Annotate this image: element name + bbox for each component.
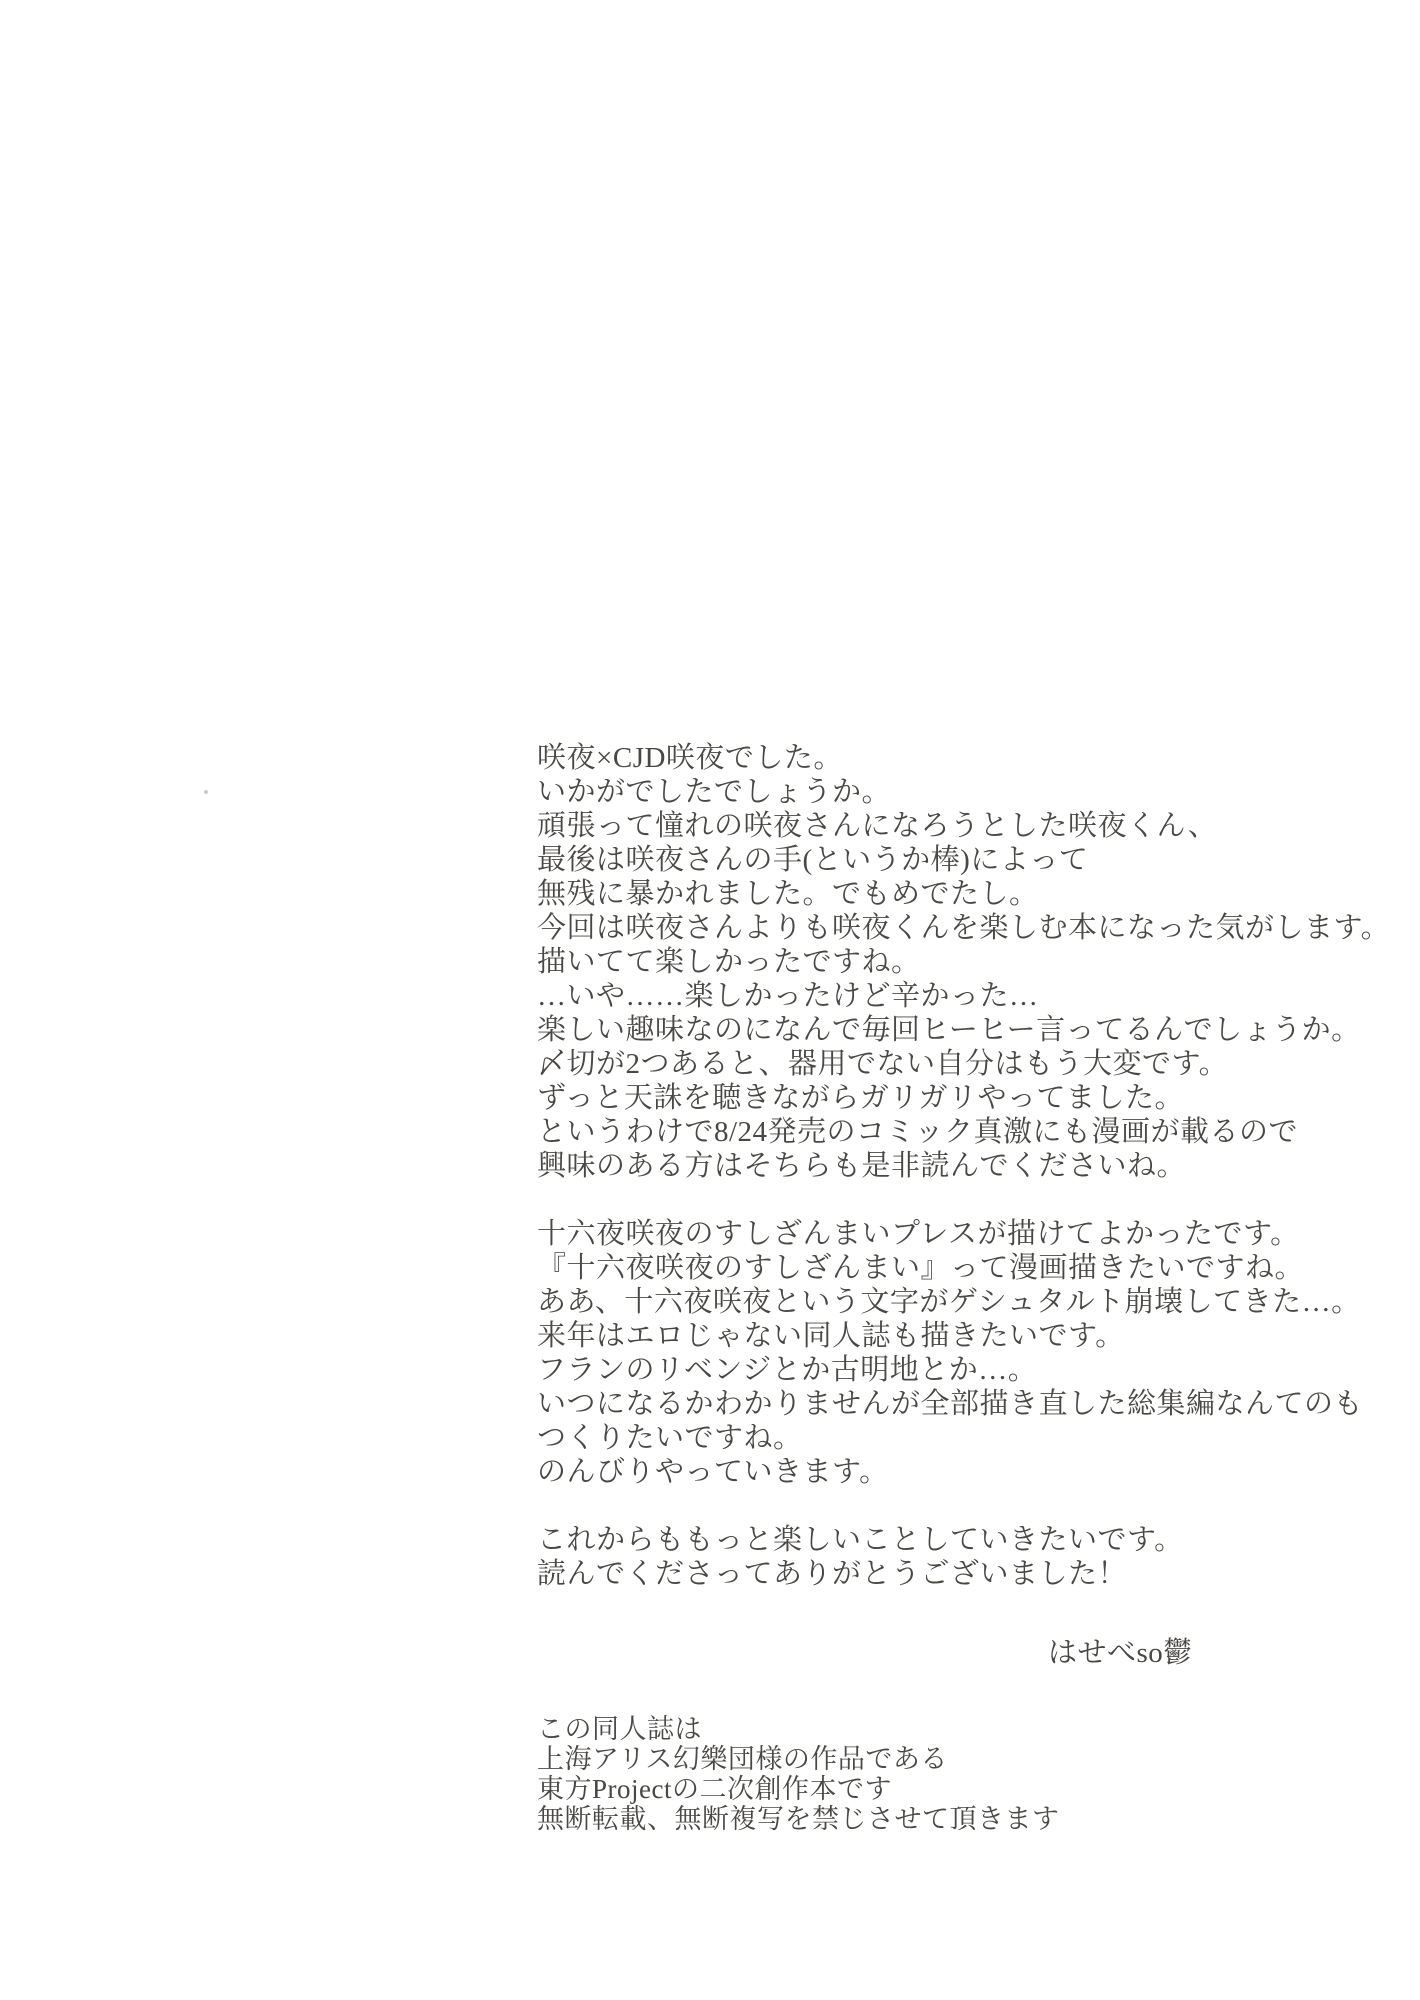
author-signature: はせべso鬱 [1048, 1637, 1193, 1669]
afterword-paragraph-3 [537, 1523, 1390, 1591]
text-line: 〆切が2つあると、器用でない自分はもう大変です。 [537, 1048, 1229, 1080]
text-line: この同人誌は [537, 1714, 702, 1744]
text-line: 東方Projectの二次創作本です [537, 1774, 892, 1804]
text-line: 興味のある方はそちらも是非読んでくださいね。 [537, 1150, 1187, 1182]
text-line: 十六夜咲夜のすしざんまいプレスが描けてよかったです。 [537, 1218, 1300, 1250]
text-line: 咲夜×CJD咲夜でした。 [537, 742, 843, 774]
text-line: いかがでしたでしょうか。 [537, 776, 892, 808]
text-line: 頑張って憧れの咲夜さんになろうとした咲夜くん、 [537, 810, 1218, 842]
text-line: 無断転載、無断複写を禁じさせて頂きます [537, 1804, 1060, 1834]
text-line: のんびりやっていきます。 [537, 1456, 889, 1488]
text-line: つくりたいですね。 [537, 1422, 803, 1454]
text-line: 来年はエロじゃない同人誌も描きたいです。 [537, 1320, 1125, 1352]
text-line: フランのリベンジとか古明地とか…。 [537, 1354, 1038, 1386]
text-line: 最後は咲夜さんの手(というか棒)によって [537, 844, 1089, 876]
text-line: 楽しい趣味なのになんで毎回ヒーヒー言ってるんでしょうか。 [537, 1014, 1361, 1046]
text-line: 『十六夜咲夜のすしざんまい』って漫画描きたいですね。 [537, 1252, 1305, 1284]
scan-speck [204, 790, 208, 794]
copyright-disclaimer-block [537, 1714, 1060, 1834]
text-line: 描いてて楽しかったですね。 [537, 946, 921, 978]
text-line: 無残に暴かれました。でもめでたし。 [537, 878, 1039, 910]
text-line: …いや……楽しかったけど辛かった… [537, 980, 1039, 1012]
afterword-paragraph-1 [537, 741, 1390, 1183]
text-line: 読んでくださってありがとうございました！ [537, 1558, 1128, 1590]
text-line: いつになるかわかりませんが全部描き直した総集編なんてのも [537, 1388, 1364, 1420]
text-line: というわけで8/24発売のコミック真激にも漫画が載るので [537, 1116, 1298, 1148]
afterword-text-block [537, 741, 1390, 1625]
text-line: 上海アリス幻樂団様の作品である [537, 1744, 948, 1774]
text-line: これからももっと楽しいことしていきたいです。 [537, 1524, 1184, 1556]
afterword-paragraph-2 [537, 1217, 1390, 1489]
text-line: 今回は咲夜さんよりも咲夜くんを楽しむ本になった気がします。 [537, 912, 1391, 944]
text-line: ずっと天誅を聴きながらガリガリやってました。 [537, 1082, 1184, 1114]
text-line: ああ、十六夜咲夜という文字がゲシュタルト崩壊してきた…。 [537, 1286, 1361, 1318]
